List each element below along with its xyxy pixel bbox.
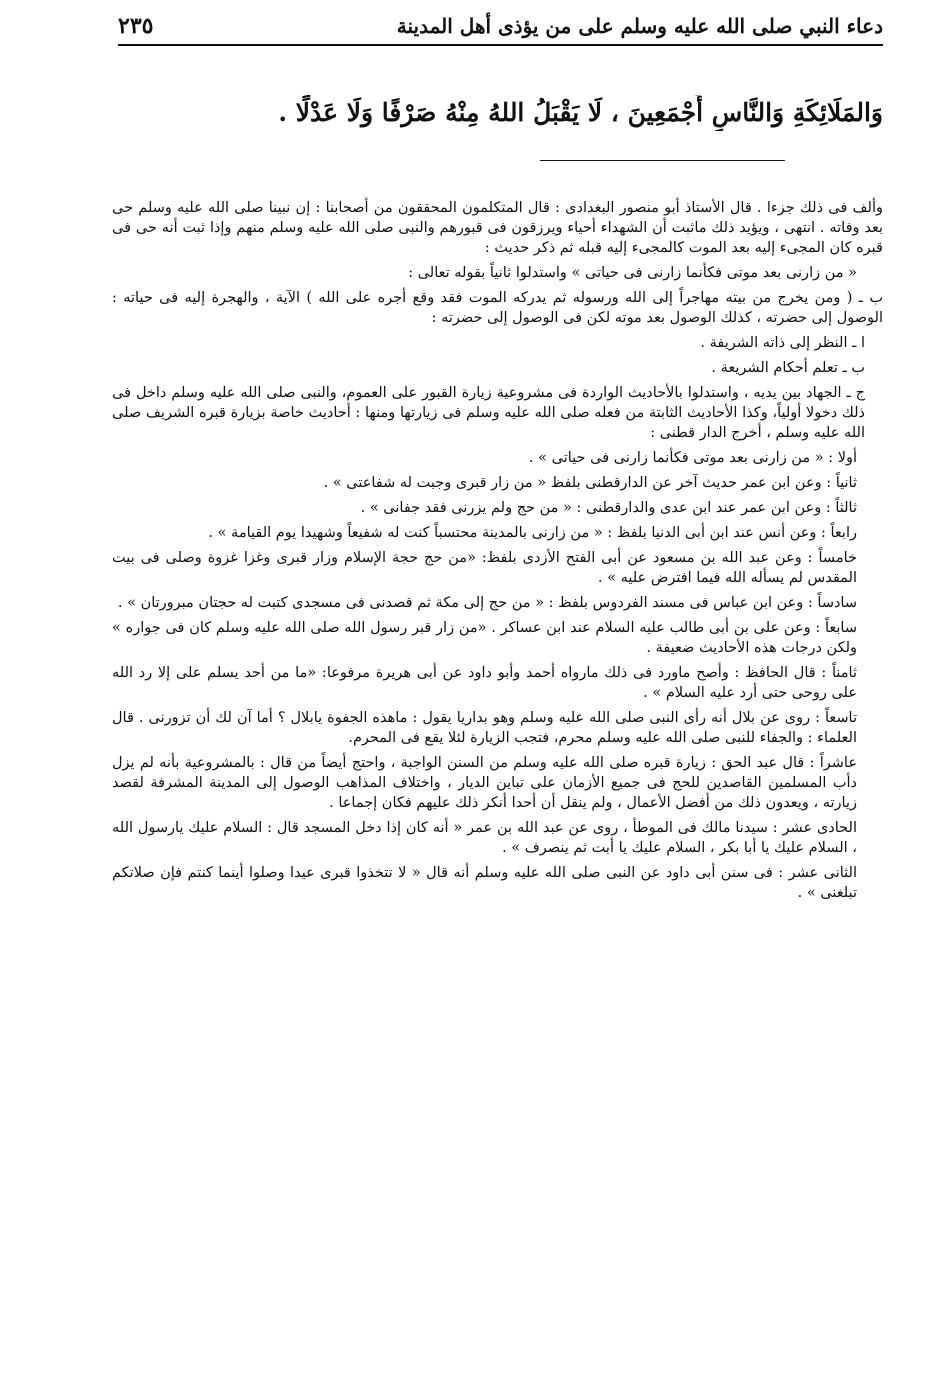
hadith-item: ثالثاً : وعن ابن عمر عند ابن عدى والدارقطنى : « من حج ولم يزرنى فقد جفانى » . [360, 500, 857, 516]
list-item: ا ـ النظر إلى ذاته الشريفة . [700, 335, 865, 351]
hadith-item: الثانى عشر : فى سنن أبى داود عن النبى صلى الله عليه وسلم أنه قال « لا تتخذوا قبرى عيدا وصلوا أينما كنتم فإن صلاتكم تبلغنى » . [112, 865, 857, 901]
running-head: دعاء النبي صلى الله عليه وسلم على من يؤذى أهل المدينة [396, 14, 883, 38]
hadith-item: تاسعاً : روى عن بلال أنه رأى النبى صلى الله عليه وسلم وهو بداريا يقول : ماهذه الجفوة يابلال ؟ أما آن لك أن تزورنى . قال العلماء : والجفاء للنبى صلى الله عليه وسلم محرم، فتجب الزيارة لئلا يقع فى المحرم. [112, 710, 857, 746]
page-number: ٢٣٥ [118, 13, 154, 39]
list-item: ج ـ الجهاد بين يديه ، واستدلوا بالأحاديث الواردة فى مشروعية زيارة القبور على العموم، والنبى صلى الله عليه وسلم داخل فى ذلك دخولا أولياً، وكذا الأحاديث الثابتة من فعله صلى الله عليه وسلم فى زيارتها ومنها : أحاديث خاصة بزيارة قبره الشريف صلى الله عليه وسلم ، أخرج الدار قطنى : [112, 385, 865, 441]
hadith-item: سابعاً : وعن على بن أبى طالب عليه السلام عند ابن عساكر . «من زار قبر رسول الله صلى الله عليه وسلم كان فى جواره » ولكن درجات هذه الأحاديث ضعيفة . [112, 620, 857, 656]
page-header [118, 8, 883, 46]
hadith-item: رابعاً : وعن أنس عند ابن أبى الدنيا بلفظ : « من زارنى بالمدينة محتسباً كنت له شفيعاً وشهيدا يوم القيامة » . [208, 525, 857, 541]
hadith-item: سادساً : وعن ابن عباس فى مسند الفردوس بلفظ : « من حج إلى مكة ثم قصدنى فى مسجدى كتبت له حجتان مبرورتان » . [117, 595, 857, 611]
hadith-item: ثامناً : قال الحافظ : وأصح ماورد فى ذلك مارواه أحمد وأبو داود عن أبى هريرة مرفوعا: «ما من أحد يسلم على إلا رد الله على روحى حتى أرد عليه السلام » . [112, 665, 857, 701]
quran-verse: وَالمَلَائِكَةِ وَالنَّاسِ أَجْمَعِينَ ، لَا يَقْبَلُ اللهُ مِنْهُ صَرْفًا وَلَا عَدْلًا . [278, 98, 883, 127]
hadith-item: ثانياً : وعن ابن عمر حديث آخر عن الدارقطنى بلفظ « من زار قبرى وجبت له شفاعتى » . [323, 475, 857, 491]
footnote-body [112, 198, 883, 908]
hadith-item: خامساً : وعن عبد الله بن مسعود عن أبى الفتح الأزدى بلفظ: «من حج حجة الإسلام وزار قبرى وغزا غزوة وصلى فى بيت المقدس لم يسأله الله فيما افترض عليه » . [112, 550, 857, 586]
hadith-item: عاشراً : قال عبد الحق : زيارة قبره صلى الله عليه وسلم من السنن الواجبة ، واحتج أيضاً من قال : بالمشروعية بأنه لم يزل دأب المسلمين القاصدين للحج فى جميع الأزمان على تباين الديار ، واختلاف المذاهب الوصول إلى المدينة المشرفة لقصد زيارته ، ويعدون ذلك من أفضل الأعمال ، ولم ينقل أن أحدا أنكر ذلك عليهم فكان إجماعا . [112, 755, 857, 811]
list-item: ب ـ تعلم أحكام الشريعة . [711, 360, 865, 376]
hadith-item: الحادى عشر : سيدنا مالك فى الموطأ ، روى عن عبد الله بن عمر « أنه كان إذا دخل المسجد قال : السلام عليك يارسول الله ، السلام عليك يا أبا بكر ، السلام عليك يا أبت ثم ينصرف » . [112, 820, 857, 856]
paragraph: ب ـ ( ومن يخرج من بيته مهاجراً إلى الله ورسوله ثم يدركه الموت فقد وقع أجره على الله ) الآية ، والهجرة إليه فى حياته : الوصول إلى حضرته ، كذلك الوصول بعد موته لكن فى الوصول إلى حضرته : [112, 290, 883, 326]
paragraph: وألف فى ذلك جزءا . قال الأستاذ أبو منصور البغدادى : قال المتكلمون المحققون من أصحابنا : إن نبينا صلى الله عليه وسلم حى بعد وفاته . انتهى ، ويؤيد ذلك ماثبت أن الشهداء أحياء ويرزقون فى قبورهم والنبى صلى الله عليه وسلم منهم وإذا ثبت أنه حى فى قبره كان المجىء إليه بعد الموت كالمجىء إليه قبله ثم ذكر حديث : [112, 200, 883, 256]
footnote-divider [540, 160, 785, 161]
hadith-item: أولا : « من زارنى بعد موتى فكأنما زارنى فى حياتى » . [528, 450, 857, 466]
paragraph: « من زارنى بعد موتى فكأنما زارنى فى حياتى » واستدلوا ثانياً بقوله تعالى : [408, 265, 857, 281]
